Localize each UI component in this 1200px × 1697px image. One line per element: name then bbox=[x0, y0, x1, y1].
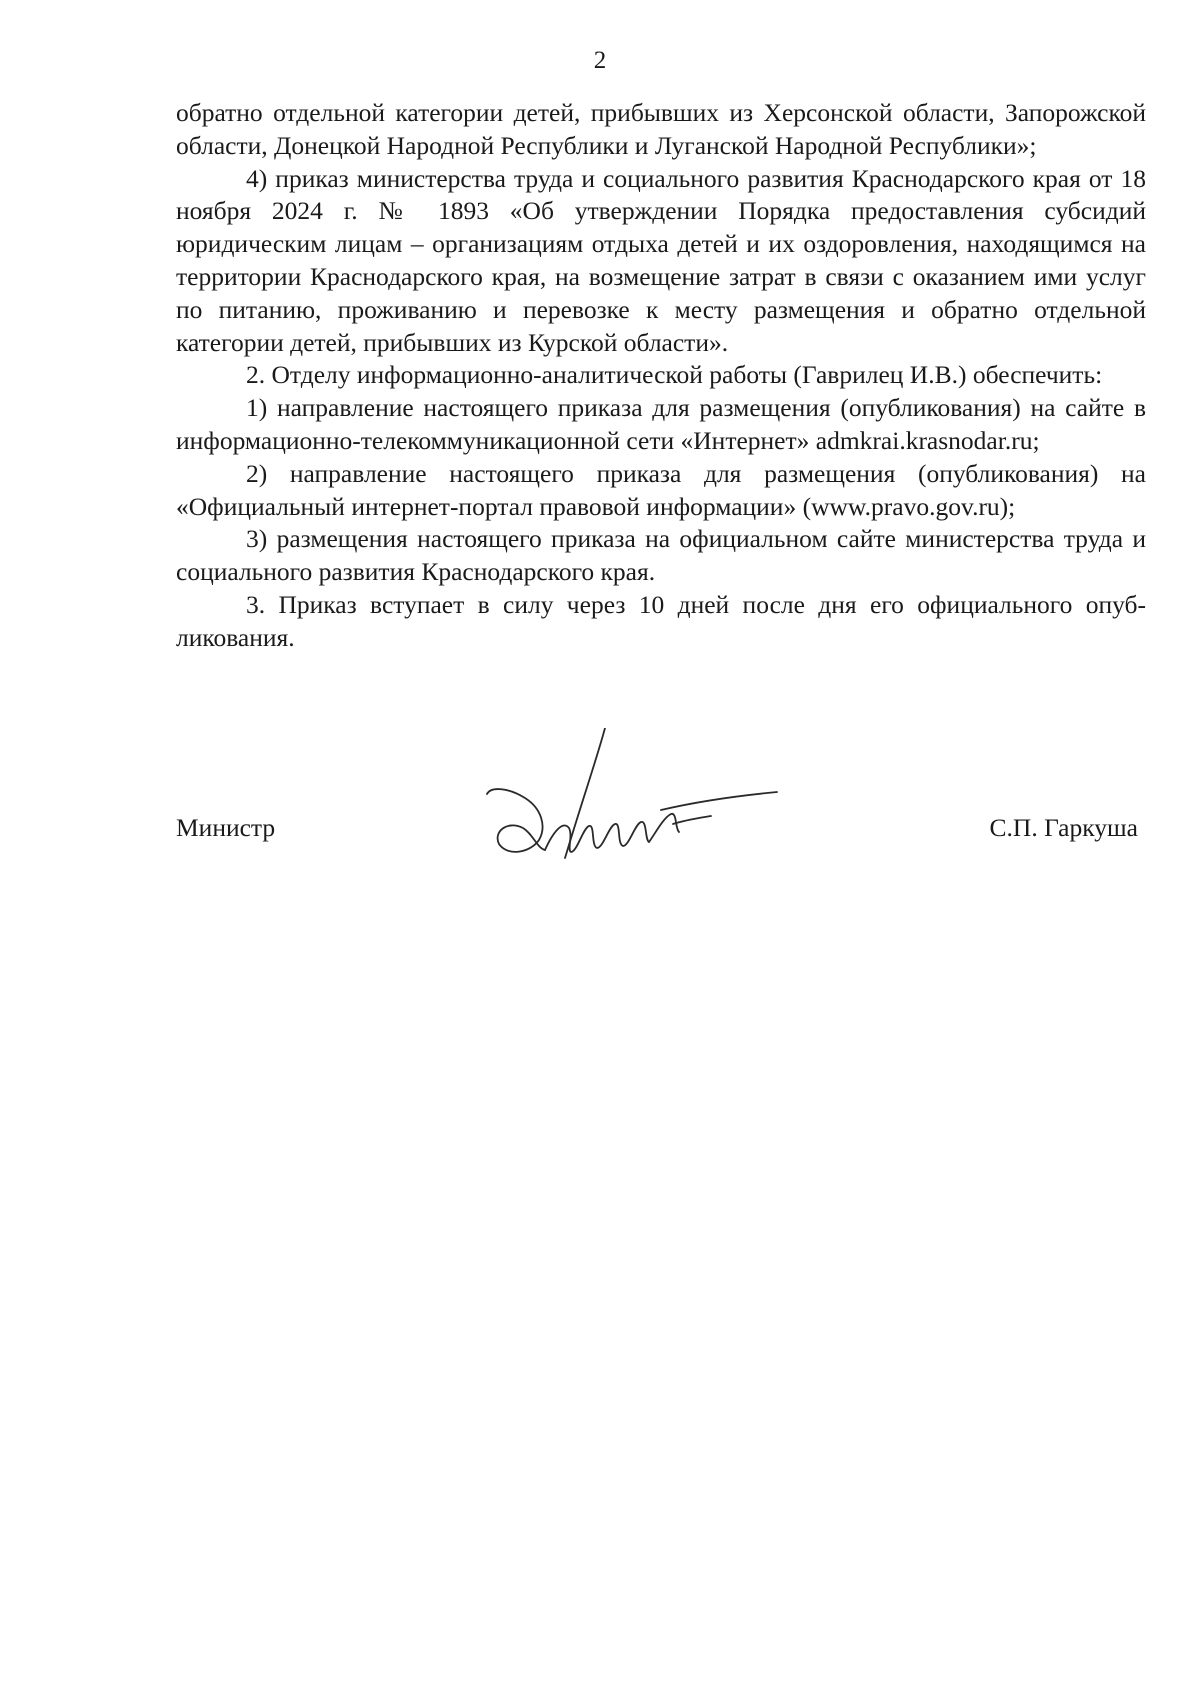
paragraph-subitem-1: 1) направление настоящего приказа для размещения (опубликования) на сайте в информационно-телекоммуникационной сети «Интернет» admkrai.krasnodar.ru; bbox=[176, 393, 1146, 455]
paragraph-subitem-3: 3) размещения настоящего приказа на официальном сайте министерства труда и социального развития Краснодарского края. bbox=[176, 524, 1146, 587]
signatory-name: С.П. Гаркуша bbox=[989, 813, 1138, 842]
handwritten-signature-icon bbox=[485, 728, 785, 898]
paragraph-continuation: обратно отдельной категории детей, прибывших из Херсонской области, Запорожской области, Донецкой Народной Республики и Луганской Народной Республики»; bbox=[176, 98, 1146, 160]
signatory-title: Министр bbox=[176, 813, 276, 842]
document-body bbox=[176, 97, 1146, 655]
paragraph-section-2: 2. Отделу информационно-аналитической работы (Гаврилец И.В.) обеспечить: bbox=[246, 360, 1103, 390]
paragraph-subitem-2: 2) направление настоящего приказа для размещения (опубликования) на «Официальный интернет-портал правовой информации» (www.pravo.gov.ru); bbox=[176, 458, 1146, 521]
paragraph-section-3: 3. Приказ вступает в силу через 10 дней после дня его официального опубликования. bbox=[176, 589, 1146, 652]
paragraph-item-4: 4) приказ министерства труда и социального развития Краснодарского края от 18 ноября 2024 г. № 1893 «Об утверждении Порядка предоставления субсидий юридическим лицам – организациям отдыха детей и их оздоровления, находящимся на территории Краснодарского края, на возмещение затрат в связи с оказанием ими услуг по питанию, проживанию и перевозке к месту размещения и обратно отдельной категории детей, прибывших из Курской области». bbox=[176, 163, 1146, 357]
page-number: 2 bbox=[593, 47, 607, 74]
